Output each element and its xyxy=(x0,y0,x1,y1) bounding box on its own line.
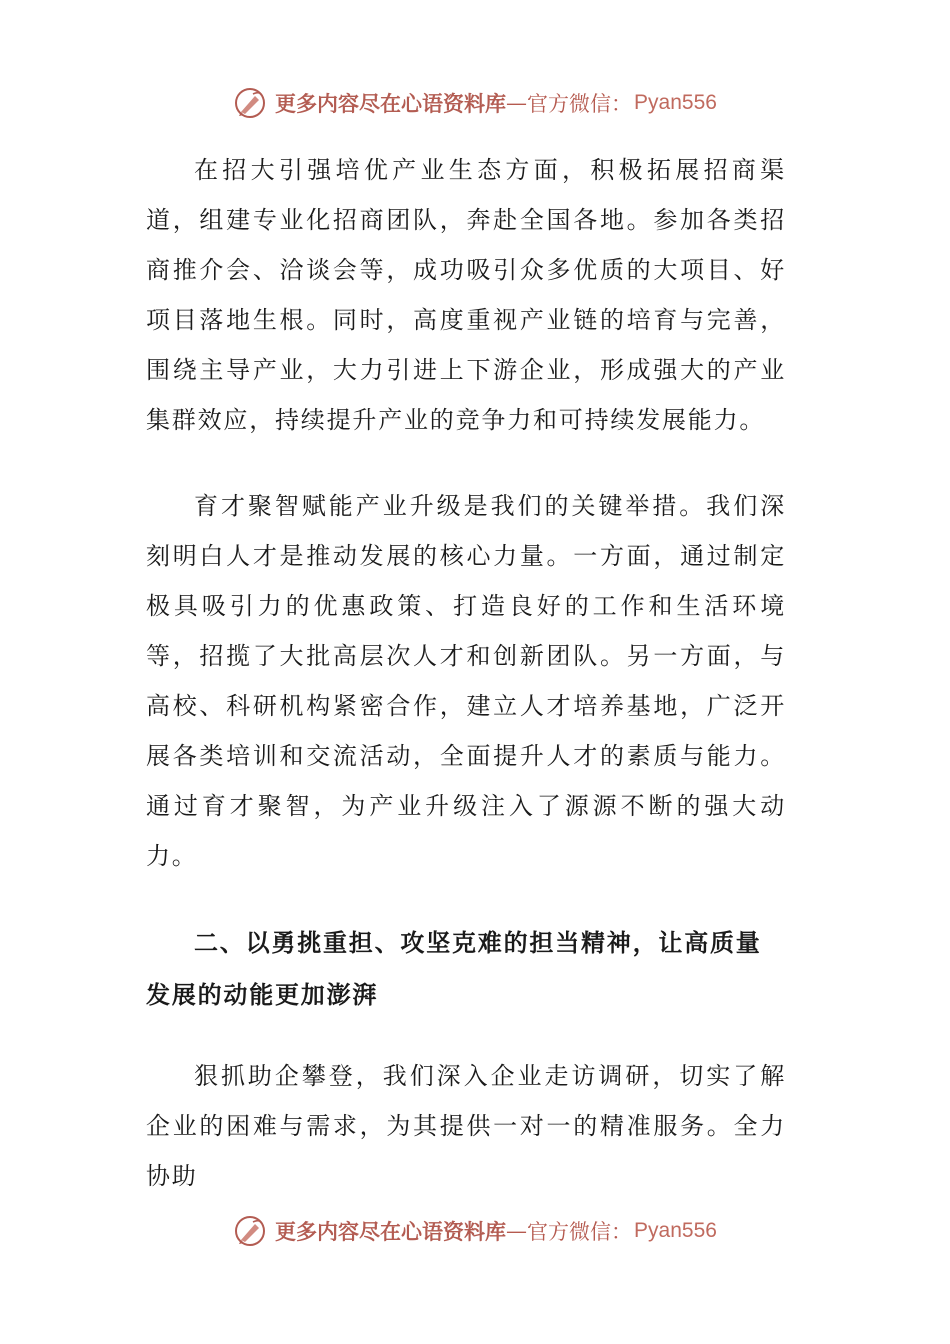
footer-watermark-banner xyxy=(0,1211,950,1251)
watermark-separator: — xyxy=(506,1219,528,1243)
pen-nib-logo-icon xyxy=(233,1214,267,1248)
header-watermark-text xyxy=(275,88,717,118)
watermark-wechat-label: 官方微信： xyxy=(527,92,633,116)
watermark-wechat-label: 官方微信： xyxy=(527,1220,633,1244)
footer-watermark-text xyxy=(275,1216,717,1246)
paragraph-enterprise-support: 狠抓助企攀登，我们深入企业走访调研，切实了解企业的困难与需求，为其提供一对一的精准服务。全力协助 xyxy=(146,1062,786,1190)
watermark-wechat-id: Pyan556 xyxy=(634,91,717,114)
watermark-main-text: 更多内容尽在心语资料库 xyxy=(275,91,507,116)
pen-nib-logo-icon xyxy=(233,86,267,120)
document-body xyxy=(146,145,786,1201)
paragraph-talent: 育才聚智赋能产业升级是我们的关键举措。我们深刻明白人才是推动发展的核心力量。一方面，通过制定极具吸引力的优惠政策、打造良好的工作和生活环境等，招揽了大批高层次人才和创新团队。另一方面，与高校、科研机构紧密合作，建立人才培养基地，广泛开展各类培训和交流活动，全面提升人才的素质与能力。通过育才聚智，为产业升级注入了源源不断的强大动力。 xyxy=(146,492,786,870)
watermark-main-text: 更多内容尽在心语资料库 xyxy=(275,1219,507,1244)
header-watermark-banner xyxy=(0,83,950,123)
section-heading: 二、以勇挑重担、攻坚克难的担当精神，让高质量发展的动能更加澎湃 xyxy=(146,929,762,1009)
watermark-wechat-id: Pyan556 xyxy=(634,1219,717,1242)
paragraph-investment: 在招大引强培优产业生态方面，积极拓展招商渠道，组建专业化招商团队，奔赴全国各地。参加各类招商推介会、洽谈会等，成功吸引众多优质的大项目、好项目落地生根。同时，高度重视产业链的培育与完善，围绕主导产业，大力引进上下游企业，形成强大的产业集群效应，持续提升产业的竞争力和可持续发展能力。 xyxy=(146,156,786,434)
watermark-separator: — xyxy=(506,91,528,115)
